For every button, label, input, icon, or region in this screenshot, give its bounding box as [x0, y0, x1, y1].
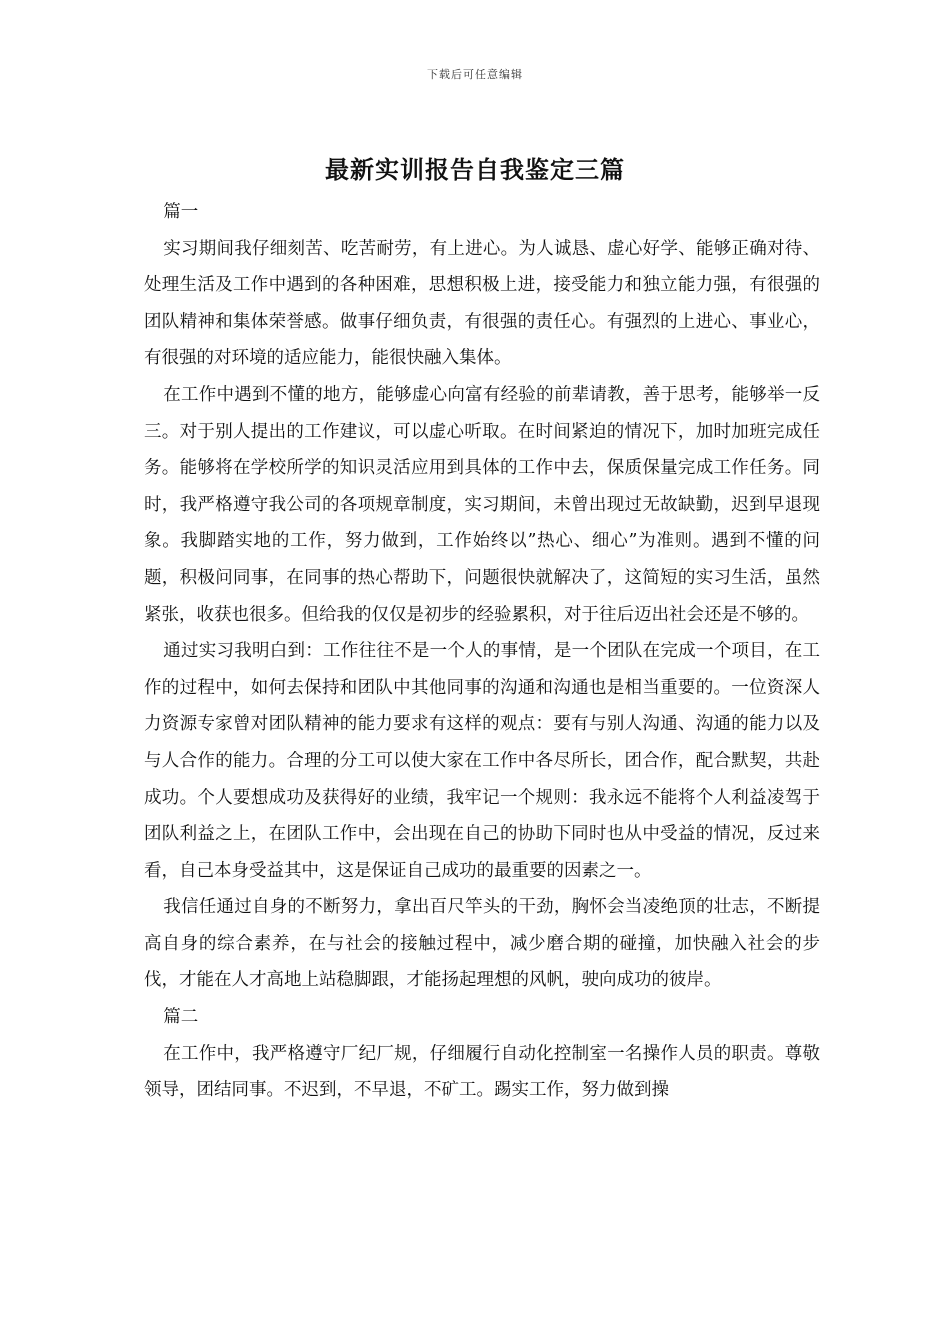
document-title: 最新实训报告自我鉴定三篇 [325, 155, 625, 184]
section-heading-2: 篇二 [163, 1007, 199, 1028]
paragraph: 实习期间我仔细刻苦、吃苦耐劳，有上进心。为人诚恳、虚心好学、能够正确对待、处理生活及工作中遇到的各种困难，思想积极上进，接受能力和独立能力强，有很强的团队精神和集体荣誉感。做事仔细负责，有很强的责任心。有强烈的上进心、事业心，有很强的对环境的适应能力，能很快融入集体。 [144, 238, 820, 369]
paragraph: 在工作中遇到不懂的地方，能够虚心向富有经验的前辈请教，善于思考，能够举一反三。对于别人提出的工作建议，可以虚心听取。在时间紧迫的情况下，加时加班完成任务。能够将在学校所学的知识灵活应用到具体的工作中去，保质保量完成工作任务。同时，我严格遵守我公司的各项规章制度，实习期间，未曾出现过无故缺勤，迟到早退现象。我脚踏实地的工作，努力做到，工作始终以”热心、细心”为准则。遇到不懂的问题，积极问同事，在同事的热心帮助下，问题很快就解决了，这简短的实习生活，虽然紧张，收获也很多。但给我的仅仅是初步的经验累积，对于往后迈出社会还是不够的。 [144, 384, 820, 625]
paragraph: 在工作中，我严格遵守厂纪厂规，仔细履行自动化控制室一名操作人员的职责。尊敬领导，团结同事。不迟到，不早退，不矿工。踢实工作，努力做到操 [144, 1043, 820, 1101]
paragraph: 通过实习我明白到：工作往往不是一个人的事情，是一个团队在完成一个项目，在工作的过程中，如何去保持和团队中其他同事的沟通和沟通也是相当重要的。一位资深人力资源专家曾对团队精神的能力要求有这样的观点：要有与别人沟通、沟通的能力以及与人合作的能力。合理的分工可以使大家在工作中各尽所长，团合作，配合默契，共赴成功。个人要想成功及获得好的业绩，我牢记一个规则：我永远不能将个人利益凌驾于团队利益之上，在团队工作中，会出现在自己的协助下同时也从中受益的情况，反过来看，自己本身受益其中，这是保证自己成功的最重要的因素之一。 [144, 641, 820, 881]
paragraph: 我信任通过自身的不断努力，拿出百尺竿头的干劲，胸怀会当凌绝顶的壮志，不断提高自身的综合素养，在与社会的接触过程中，减少磨合期的碰撞，加快融入社会的步伐，才能在人才高地上站稳脚跟，才能扬起理想的风帆，驶向成功的彼岸。 [144, 897, 820, 991]
page-header-note: 下载后可任意编辑 [427, 68, 523, 81]
document-body [144, 194, 820, 1109]
section-heading-1: 篇一 [163, 202, 199, 222]
